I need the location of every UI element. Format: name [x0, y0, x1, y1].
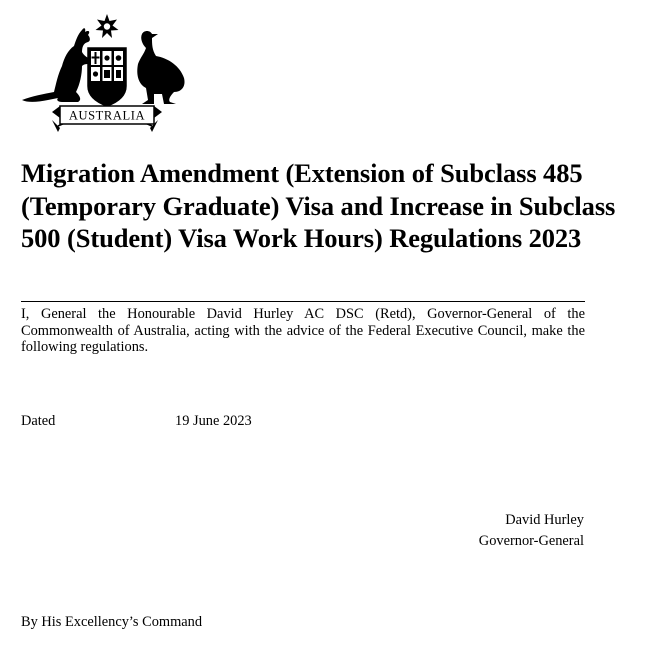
emu-icon — [137, 31, 184, 104]
dated-label: Dated — [21, 413, 56, 429]
kangaroo-icon — [22, 28, 92, 102]
signatory-block — [479, 510, 584, 552]
enacting-recital: I, General the Honourable David Hurley AC DSC (Retd), Governor-General of the Commonwealth of Australia, acting with the advice of the Federal Executive Council, make the following regulations. — [21, 306, 585, 355]
dated-value: 19 June 2023 — [175, 413, 252, 429]
signatory-title: Governor-General — [478, 533, 584, 549]
coat-of-arms-icon — [18, 8, 190, 140]
title-divider — [21, 301, 585, 302]
crest-scroll-text: AUSTRALIA — [68, 108, 146, 123]
command-line: By His Excellency’s Command — [21, 614, 203, 630]
document-title: Migration Amendment (Extension of Subclass 485 (Temporary Graduate) Visa and Increase in Subclass 500 (Student) Visa Work Hours) Regulations 2023 — [21, 158, 616, 253]
signatory-name: David Hurley — [505, 512, 584, 528]
